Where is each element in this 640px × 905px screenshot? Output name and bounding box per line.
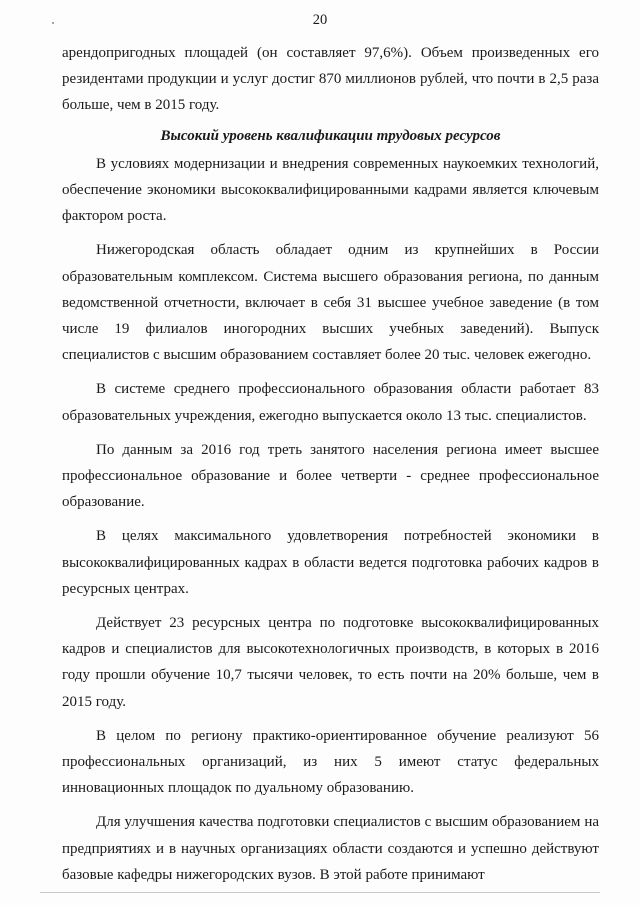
page-bottom-edge [40,892,600,893]
continued-paragraph: арендопригодных площадей (он составляет 97,6%). Объем произведенных его резидентами продукции и услуг достиг 870 миллионов рублей, что почти в 2,5 раза больше, чем в 2015 году. [62,45,599,114]
page-number: 20 [312,12,328,28]
paragraph-modernization: В условиях модернизации и внедрения современных наукоемких технологий, обеспечение экономики высококвалифицированными кадрами является ключевым фактором роста. [62,155,599,225]
paragraph-base-departments: Для улучшения качества подготовки специалистов с высшим образованием на предприятиях и в научных организациях области создаются и успешно действуют базовые кафедры нижегородских вузов. В этой работе принимают [62,814,599,883]
section-heading: Высокий уровень квалификации трудовых ресурсов [160,127,501,144]
paragraph-practice-training: В целом по региону практико-ориентированное обучение реализуют 56 профессиональных организаций, из них 5 имеют статус федеральных инновационных площадок по дуальному образованию. [62,727,599,797]
page-body [62,40,599,888]
paragraph-resource-centers-count: Действует 23 ресурсных центра по подготовке высококвалифицированных кадров и специалистов для высокотехнологичных производств, в которых в 2016 году прошли обучение 10,7 тысячи человек, то есть почти на 20% больше, чем в 2015 году. [62,615,599,710]
paragraph-resource-centers-goal: В целях максимального удовлетворения потребностей экономики в высококвалифицированных кадрах в области ведется подготовка рабочих кадров в ресурсных центрах. [62,528,599,597]
paragraph-secondary-education: В системе среднего профессионального образования области работает 83 образовательных учреждения, ежегодно выпускается около 13 тыс. специалистов. [62,381,599,424]
paragraph-2016-data: По данным за 2016 год треть занятого населения региона имеет высшее профессиональное образование и более четверти - среднее профессиональное образование. [62,441,599,511]
paragraph-education-complex: Нижегородская область обладает одним из крупнейших в России образовательным комплексом. Система высшего образования региона, по данным ведомственной отчетности, включает в себя 31 высшее учебное заведение (в том числе 19 филиалов иногородних высших учебных заведений). Выпуск специалистов с высшим образованием составляет более 20 тыс. человек ежегодно. [62,242,599,364]
